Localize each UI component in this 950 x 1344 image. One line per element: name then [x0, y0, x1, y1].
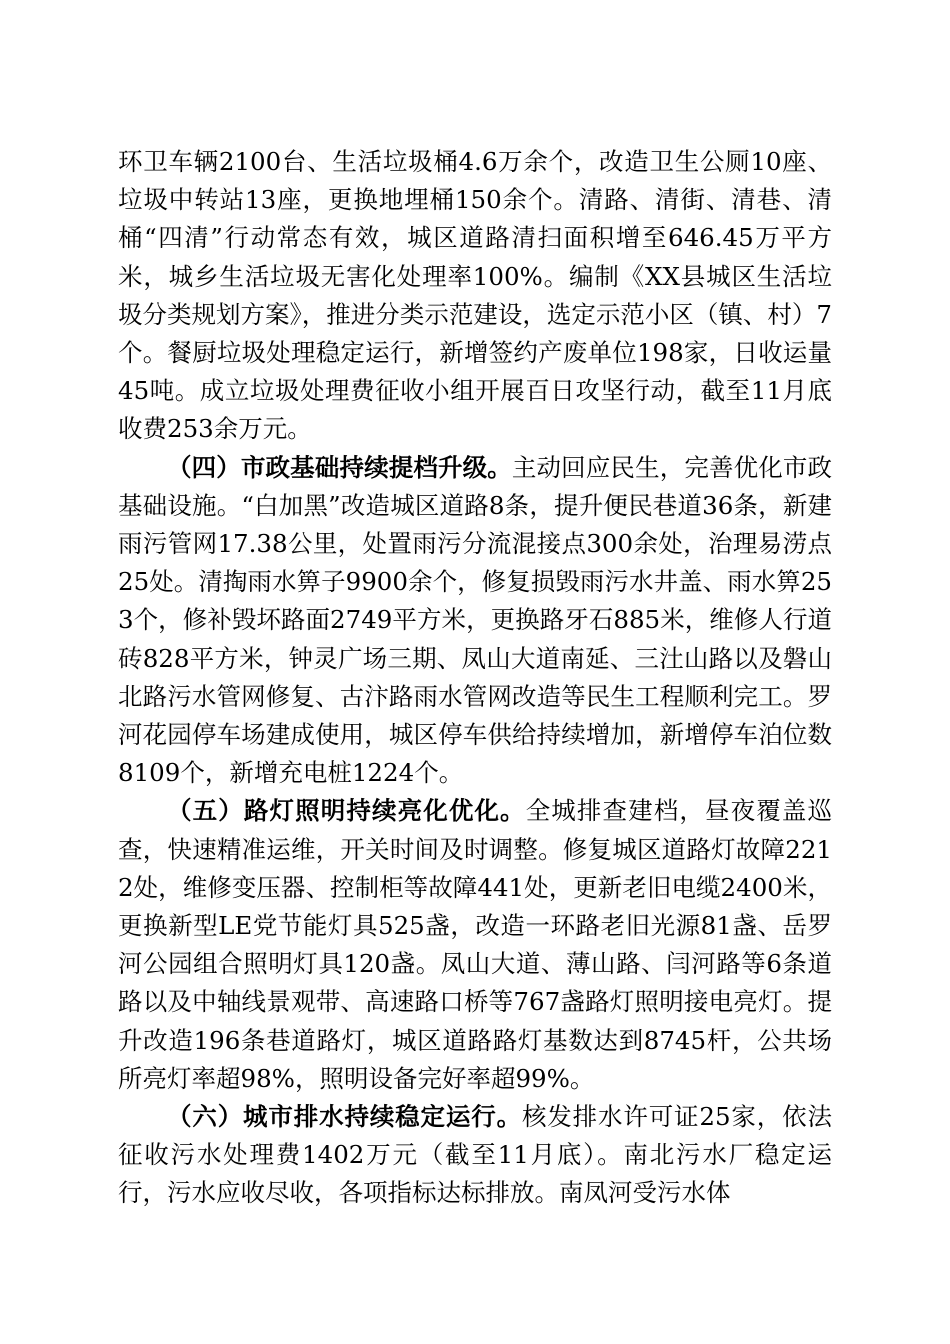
paragraph-text: 全城排查建档，昼夜覆盖巡查，快速精准运维，开关时间及时调整。修复城区道路灯故障2212处，维修变压器、控制柜等故障441处，更新老旧电缆2400米，更换新型LE党节能灯具525盏，改造一环路老旧光源81盏、岳罗河公园组合照明灯具120盏。凤山大道、薄山路、闫河路等6条道路以及中轴线景观带、高速路口桥等767盏路灯照明接电亮灯。提升改造196条巷道路灯，城区道路路灯基数达到8745杆，公共场所亮灯率超98%，照明设备完好率超99%。 — [118, 796, 833, 1093]
paragraph-text: 环卫车辆2100台、生活垃圾桶4.6万余个，改造卫生公厕10座、垃圾中转站13座，更换地埋桶150余个。清路、清街、清巷、清桶“四清”行动常态有效，城区道路清扫面积增至646.45万平方米，城乡生活垃圾无害化处理率100%。编制《XX县城区生活垃圾分类规划方案》，推进分类示范建设，选定示范小区（镇、村）7个。餐厨垃圾处理稳定运行，新增签约产废单位198家，日收运量45吨。成立垃圾处理费征收小组开展百日攻坚行动，截至11月底收费253余万元。 — [118, 147, 832, 444]
paragraph-street-lighting — [118, 792, 832, 1098]
section-heading-drainage: （六）城市排水持续稳定运行。 — [167, 1102, 522, 1132]
paragraph-text: 主动回应民生，完善优化市政基础设施。“白加黑”改造城区道路8条，提升便民巷道36条，新建雨污管网17.38公里，处置雨污分流混接点300余处，治理易涝点25处。清掏雨水箅子9900余个，修复损毁雨污水井盖、雨水箅253个，修补毁坏路面2749平方米，更换路牙石885米，维修人行道砖828平方米，钟灵广场三期、凤山大道南延、三汢山路以及磐山北路污水管网修复、古汴路雨水管网改造等民生工程顺利完工。罗河花园停车场建成使用，城区停车供给持续增加，新增停车泊位数8109个，新增充电桩1224个。 — [118, 452, 833, 788]
section-heading-lighting: （五）路灯照明持续亮化优化。 — [167, 796, 526, 826]
document-body — [118, 143, 832, 1213]
paragraph-text: 核发排水许可证25家，依法征收污水处理费1402万元（截至11月底）。南北污水厂稳定运行，污水应收尽收，各项指标达标排放。南凤河受污水体 — [118, 1102, 832, 1208]
paragraph-municipal-infrastructure — [118, 449, 832, 793]
paragraph-sanitation-continued — [118, 143, 832, 449]
section-heading-municipal: （四）市政基础持续提档升级。 — [167, 452, 512, 482]
paragraph-urban-drainage — [118, 1098, 832, 1213]
